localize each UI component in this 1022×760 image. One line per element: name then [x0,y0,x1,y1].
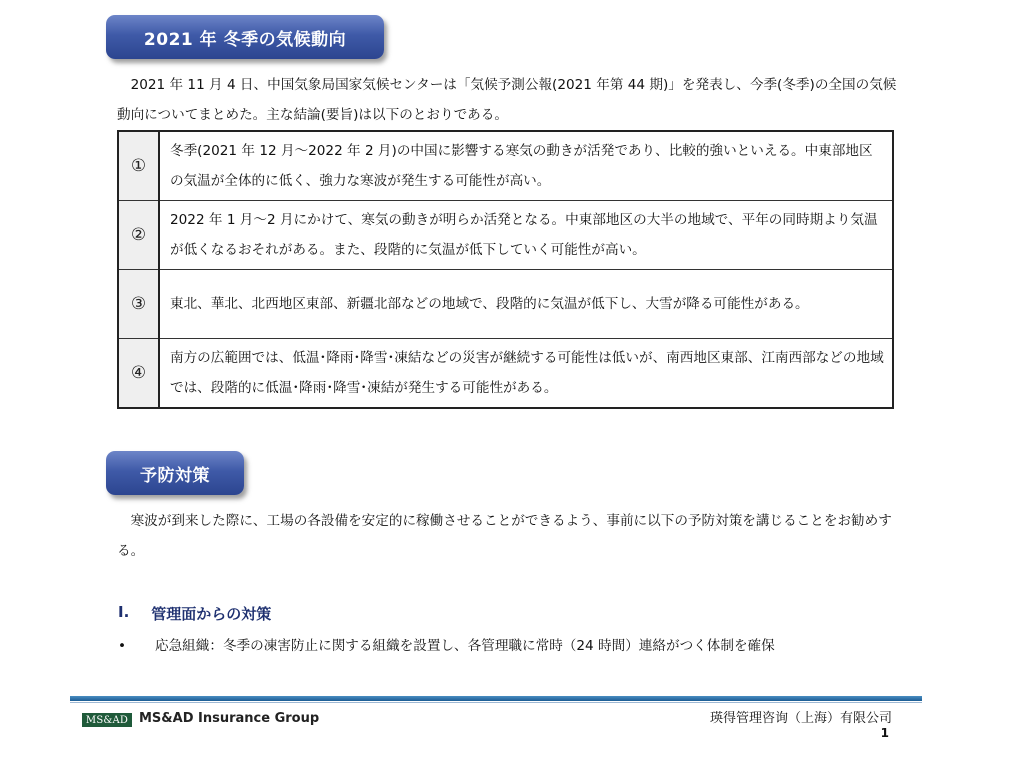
prevention-paragraph: 寒波が到来した際に、工場の各設備を安定的に稼働させることができるよう、事前に以下の予防対策を講じることをお勧めする。 [117,513,892,559]
company-name: 瑛得管理咨询（上海）有限公司 [709,711,892,726]
list-item [118,632,898,660]
intro-paragraph: 2021 年 11 月 4 日、中国気象局国家気候センターは「気候予測公報(2021 年第 44 期)」を発表し、今季(冬季)の全国の気候動向についてまとめた。主な結論(要旨)は以下のとおりである。 [117,77,897,123]
row-number: ④ [118,339,159,409]
table-row [118,339,893,409]
subsection-title: 管理面からの対策 [151,605,272,623]
table-row [118,270,893,339]
summary-table [117,130,894,409]
row-number: ③ [118,270,159,339]
row-text: 東北、華北、北西地区東部、新疆北部などの地域で、段階的に気温が低下し、大雪が降る可能性がある。 [159,270,893,339]
bullet-marker: • [118,638,127,654]
row-number: ① [118,131,159,201]
row-text: 2022 年 1 月～2 月にかけて、寒気の動きが明らか活発となる。中東部地区の大半の地域で、平年の同時期より気温が低くなるおそれがある。また、段階的に気温が低下していく可能性が高い。 [159,201,893,270]
row-number: ② [118,201,159,270]
subsection-number: I. [118,603,130,621]
group-name: MS&AD Insurance Group [139,711,320,726]
section-title-prevention: 予防対策 [106,451,244,495]
footer-divider-thin [70,702,922,703]
page-number: 1 [880,726,889,740]
row-text: 南方の広範囲では、低温･降雨･降雪･凍結などの災害が継続する可能性は低いが、南西地区東部、江南西部などの地域では、段階的に低温･降雨･降雪･凍結が発生する可能性がある。 [159,339,893,409]
msad-logo: MS&AD [82,713,132,727]
table-row [118,131,893,201]
bullet-text: 応急組織：冬季の凍害防止に関する組織を設置し、各管理職に常時（24 時間）連絡がつく体制を確保 [155,638,775,654]
subsection-heading [118,603,271,624]
footer-divider [70,696,922,701]
table-row [118,201,893,270]
section-title-climate: 2021 年 冬季の気候動向 [106,15,384,59]
row-text: 冬季(2021 年 12 月～2022 年 2 月)の中国に影響する寒気の動きが活発であり、比較的強いといえる。中東部地区の気温が全体的に低く、強力な寒波が発生する可能性が高い。 [159,131,893,201]
